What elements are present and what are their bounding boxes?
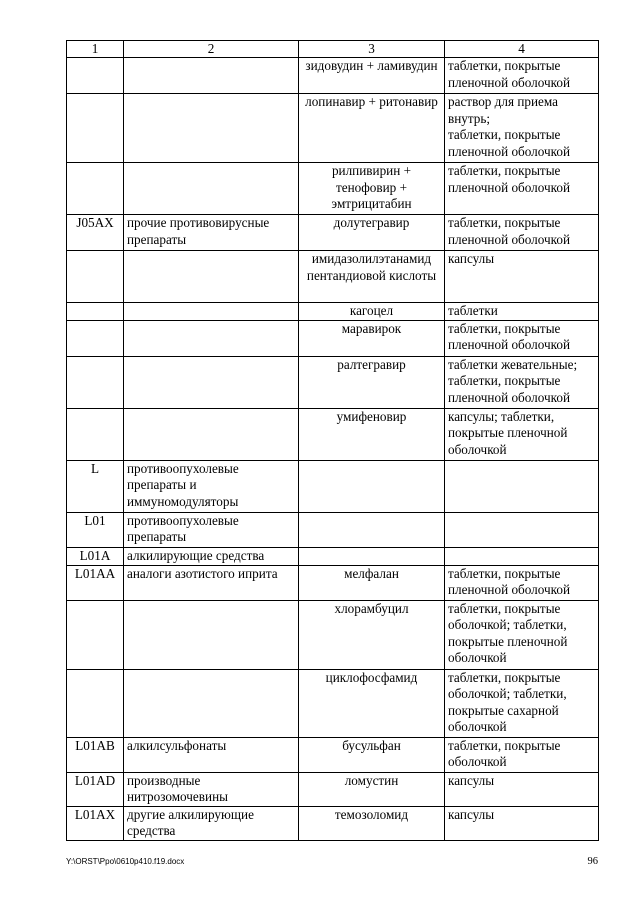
group-name-cell: алкилирующие средства [124, 547, 299, 565]
drug-name-cell: маравирок [299, 320, 445, 356]
drug-name-cell [299, 547, 445, 565]
dosage-form-line: таблетки жевательные; [448, 356, 578, 372]
atc-code-cell: L01 [67, 512, 124, 547]
dosage-form-cell: капсулы [445, 806, 599, 840]
drug-name-cell: циклофосфамид [299, 669, 445, 737]
table-row [67, 669, 599, 737]
atc-code-cell [67, 94, 124, 163]
drug-name-cell: имидазолилэтанамид пентандиовой кислоты [299, 251, 445, 303]
drug-table [66, 40, 599, 841]
drug-name-cell: долутегравир [299, 215, 445, 251]
drug-name-cell: темозоломид [299, 806, 445, 840]
atc-code-cell: L01AX [67, 806, 124, 840]
drug-name-cell [299, 512, 445, 547]
table-row [67, 565, 599, 600]
column-header-4: 4 [445, 41, 599, 58]
group-name-cell: алкилсульфонаты [124, 737, 299, 772]
drug-name-cell: кагоцел [299, 303, 445, 320]
group-name-cell: противоопухолевые препараты и иммуномодуляторы [124, 460, 299, 512]
dosage-form-cell: таблетки, покрытые пленочной оболочкой [445, 565, 599, 600]
atc-code-cell [67, 320, 124, 356]
page-number: 96 [587, 856, 598, 867]
table-row [67, 163, 599, 215]
group-name-cell: аналоги азотистого иприта [124, 565, 299, 600]
dosage-form-cell: таблетки, покрытые оболочкой [445, 737, 599, 772]
atc-code-cell: L [67, 460, 124, 512]
drug-name-cell: ралтегравир [299, 356, 445, 408]
column-header-1: 1 [67, 41, 124, 58]
atc-code-cell [67, 58, 124, 94]
dosage-form-cell: капсулы; таблетки, покрытые пленочной оболочкой [445, 408, 599, 460]
dosage-form-cell: таблетки [445, 303, 599, 320]
dosage-form-cell [445, 460, 599, 512]
dosage-form-cell [445, 94, 599, 163]
drug-name-cell [299, 460, 445, 512]
atc-code-cell: L01AA [67, 565, 124, 600]
dosage-form-cell: таблетки, покрытые пленочной оболочкой [445, 215, 599, 251]
dosage-form-cell: таблетки, покрытые оболочкой; таблетки, покрытые пленочной оболочкой [445, 600, 599, 669]
dosage-form-cell [445, 512, 599, 547]
dosage-form-line: таблетки, покрытые пленочной оболочкой [448, 127, 571, 159]
atc-code-cell [67, 251, 124, 303]
document-file-path: Y:\ORST\Ppo\0610p410.f19.docx [66, 857, 185, 866]
group-name-cell [124, 669, 299, 737]
group-name-cell [124, 251, 299, 303]
table-row [67, 356, 599, 408]
group-name-cell [124, 163, 299, 215]
table-row [67, 772, 599, 806]
dosage-form-cell [445, 547, 599, 565]
dosage-form-cell: таблетки, покрытые пленочной оболочкой [445, 163, 599, 215]
dosage-form-cell: таблетки, покрытые оболочкой; таблетки, покрытые сахарной оболочкой [445, 669, 599, 737]
table-row [67, 547, 599, 565]
drug-name-cell: ломустин [299, 772, 445, 806]
column-header-3: 3 [299, 41, 445, 58]
table-row [67, 94, 599, 163]
table-row [67, 320, 599, 356]
table-row [67, 737, 599, 772]
table-row [67, 58, 599, 94]
atc-code-cell: L01AB [67, 737, 124, 772]
table-row [67, 806, 599, 840]
atc-code-cell [67, 163, 124, 215]
group-name-cell: производные нитрозомочевины [124, 772, 299, 806]
atc-code-cell: J05AX [67, 215, 124, 251]
table-row [67, 303, 599, 320]
group-name-cell: противоопухолевые препараты [124, 512, 299, 547]
dosage-form-cell: капсулы [445, 772, 599, 806]
drug-name-cell: зидовудин + ламивудин [299, 58, 445, 94]
group-name-cell: прочие противовирусные препараты [124, 215, 299, 251]
atc-code-cell: L01AD [67, 772, 124, 806]
group-name-cell: другие алкилирующие средства [124, 806, 299, 840]
atc-code-cell [67, 408, 124, 460]
atc-code-cell [67, 669, 124, 737]
drug-name-cell: умифеновир [299, 408, 445, 460]
group-name-cell [124, 320, 299, 356]
dosage-form-cell: таблетки, покрытые пленочной оболочкой [445, 58, 599, 94]
dosage-form-line: таблетки, покрытые пленочной оболочкой [448, 373, 571, 405]
dosage-form-cell [445, 356, 599, 408]
atc-code-cell: L01A [67, 547, 124, 565]
dosage-form-cell: таблетки, покрытые пленочной оболочкой [445, 320, 599, 356]
table-row [67, 215, 599, 251]
drug-name-cell: хлорамбуцил [299, 600, 445, 669]
drug-name-cell: рилпивирин + тенофовир + эмтрицитабин [299, 163, 445, 215]
atc-code-cell [67, 356, 124, 408]
atc-code-cell [67, 600, 124, 669]
drug-name-cell: лопинавир + ритонавир [299, 94, 445, 163]
table-row [67, 251, 599, 303]
drug-name-cell: мелфалан [299, 565, 445, 600]
table-row [67, 600, 599, 669]
column-header-2: 2 [124, 41, 299, 58]
group-name-cell [124, 356, 299, 408]
group-name-cell [124, 408, 299, 460]
table-row [67, 408, 599, 460]
group-name-cell [124, 303, 299, 320]
table-row [67, 512, 599, 547]
drug-name-cell: бусульфан [299, 737, 445, 772]
atc-code-cell [67, 303, 124, 320]
table-header-row [67, 41, 599, 58]
dosage-form-cell: капсулы [445, 251, 599, 303]
dosage-form-line: раствор для приема внутрь; [448, 94, 559, 126]
group-name-cell [124, 600, 299, 669]
group-name-cell [124, 58, 299, 94]
table-row [67, 460, 599, 512]
group-name-cell [124, 94, 299, 163]
